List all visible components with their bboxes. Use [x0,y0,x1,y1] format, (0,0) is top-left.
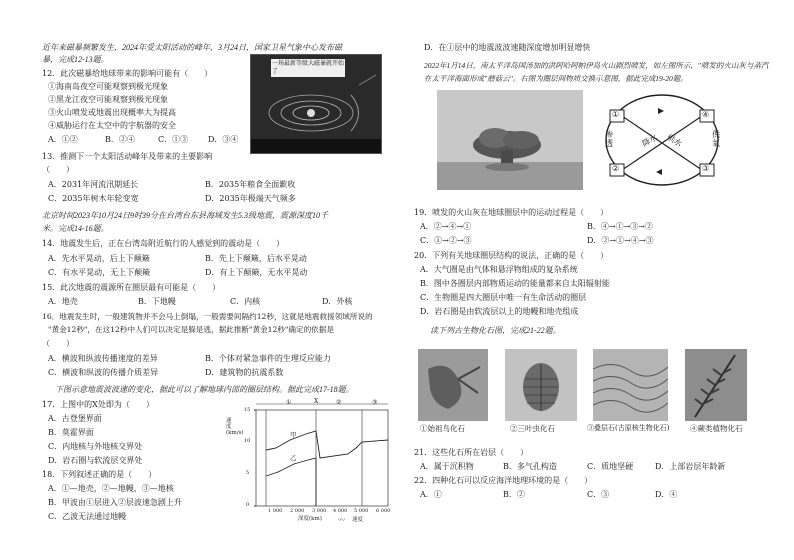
q19-option-a: A．②→④→① [420,222,472,231]
x-tick-3000: 3 000 [312,508,327,514]
question-12: 12．此次磁暴给地球带来的影响可能有（ ） [42,69,213,78]
x-tick-5000: 5 000 [354,508,369,514]
fern-fossil-photo [685,349,747,421]
question-15: 15．此次地震的震源所在圈层最有可能是（ ） [42,283,221,292]
y-tick-10: 10 [244,438,251,444]
q18-option-d-text: D．在①层中的地震波波速随深度增加明显增快 [424,43,591,52]
label-water-supply: 供水 [665,132,684,149]
node-1: ① [612,110,620,119]
intro-21-22: 读下列古生物化石图，完成21-22题。 [430,326,561,335]
q21-option-b: B．多气孔构造 [503,462,557,471]
node-3: ③ [702,164,710,173]
question-16: 16．地震发生时，一般建筑物并不会马上倒塌，一般需要间隔约12秒，这就是地震救援领域所说的 [42,312,373,321]
intro-17-18: 下图示意地震波波速的变化，据此可以了解地球内部的圈层结构。据此完成17-18题。 [55,385,354,394]
intro-12-13: 近年来磁暴频繁发生，2024年受太阳活动的峰年，3月24日，国家卫星气象中心发布磁 [42,43,342,52]
q21-option-c: C．质地坚硬 [587,462,634,471]
q17-option-c: C．内地核与外地核交界处 [48,442,143,451]
q14-option-a: A．先水平晃动，后上下颠簸 [48,254,150,263]
x-tick-2000: 2 000 [290,508,305,514]
q13-option-d: D．2035年极端天气频多 [205,194,296,203]
q12-item-1: ①海南岛夜空可能观察到极光现象 [48,82,168,91]
q13-option-c: C．2035年树木年轮变宽 [48,194,139,203]
question-17: 17．上图中的X处即为（ ） [42,400,154,409]
x-tick-4000: 4 000 [333,508,348,514]
q14-option-d: D．有上下颠簸，无水平晃动 [205,268,308,277]
wave-legend-label: 速度 [352,517,364,523]
question-22: 22．四种化石可以反应海洋地理环境的是（ ） [414,476,593,485]
label-oxygen-supply: 供氧 [712,130,720,148]
magnetic-storm-photo [250,54,382,154]
q19-option-c: C．①→②→③ [420,236,472,245]
zone-2-label: ② [336,399,342,406]
q16-option-c: C．横波和纵波的传播介质差异 [48,368,159,377]
intro-12-13-cont: 暴，完成12-13题。 [42,55,109,64]
stromatolite-fossil-photo [593,349,668,421]
intro-14-16: 北京时间2023年10月24日9时39分在台湾台东县海域发生5.3级地震，震源深度10千 [42,211,328,220]
question-16-cont: "黄金12秒"，在这12秒中人们可以决定是躲是逃，据此推断"黄金12秒"确定的依据是 [48,325,334,334]
trilobite-fossil-photo [505,349,577,421]
q17-option-b: B．莫霍界面 [48,428,94,437]
q20-option-d: D．岩石圈是由软流层以上的地幔和地壳组成 [420,307,579,316]
y-tick-0: 0 [246,502,250,508]
intro-19-20: 2022年1月14日，南太平洋岛国汤加的洪阿哈阿帕伊岛火山剧烈喷发，如左图所示，"喷发的火山灰与蒸汽 [424,61,769,70]
x-tick-1000: 1 000 [268,508,283,514]
archaeopteryx-fossil-photo [418,349,488,421]
q17-option-d: D．岩石圈与软流层交界处 [48,456,143,465]
wave-icon: 〰 [338,516,345,524]
q13-option-a: A．2031年河流汛期延长 [48,180,139,189]
q22-option-d: D．④ [655,490,678,499]
q20-option-a: A．大气圈是由气体和悬浮物组成的复杂系统 [420,265,578,274]
seismic-wave-chart [228,398,398,528]
q12-item-3: ③火山喷发或地震出现概率大为提高 [48,108,176,117]
zone-1-label: ① [286,399,292,406]
node-2: ② [612,164,620,173]
sphere-exchange-diagram [600,86,725,194]
q18-option-a: A．①—地壳，②—地幔，③—地核 [48,484,174,493]
archaeopteryx-fossil-image [418,349,488,421]
q14-option-b: B．先上下颠簸，后水平晃动 [205,254,307,263]
x-tick-6000: 6 000 [376,508,391,514]
question-20: 20．下列有关地球圈层结构的说法，正确的是（ ） [414,251,609,260]
label-precipitation: 降水 [640,132,659,149]
question-14: 14．地震发生后，正在台湾岛附近航行的人感觉到的震动是（ ） [42,239,285,248]
question-18: 18．下列叙述正确的是（ ） [42,470,157,479]
zone-x-label: X [314,398,319,405]
caption-trilobite: ②三叶虫化石 [510,424,555,433]
series-yi-label: 乙 [290,454,297,462]
q15-option-d: D．外核 [322,297,353,306]
q22-option-a: A．① [420,490,442,499]
y-tick-15: 15 [244,407,251,413]
q16-option-d: D．建筑物的抗震系数 [205,368,284,377]
trilobite-fossil-image [505,349,577,421]
q15-option-b: B．下地幔 [138,297,176,306]
caption-stromatolite: ③叠层石(古原核生物化石) [587,424,670,432]
node-4: ④ [702,110,710,119]
mushroom-cloud-illustration [437,90,583,190]
q12-item-4: ④威胁运行在太空中的宇航器的安全 [48,121,176,130]
q13-option-b: B．2035年粮食全面歉收 [205,180,296,189]
q19-option-d: D．②→①→④→③ [587,236,654,245]
q20-option-c: C．生物圈是四大圈层中唯一有生命活动的圈层 [420,293,587,302]
caption-fern: ④蕨类植物化石 [690,424,743,433]
q12-option-d: D．③④ [208,135,239,144]
intro-14-16-cont: 米。完成14-16题。 [42,224,109,233]
q20-option-b: B．图中各圈层内部物质运动的能量都来自太阳辐射能 [420,279,610,288]
q21-option-d: D．上部岩层年龄新 [655,462,726,471]
question-21: 21．这些化石所在岩层（ ） [414,448,529,457]
q12-option-c: C．①③ [158,135,189,144]
q22-option-b: B．② [503,490,525,499]
q21-option-a: A．属于沉积物 [420,462,474,471]
label-infiltration: 渗透 [605,130,613,148]
q22-option-c: C．③ [587,490,610,499]
volcano-eruption-photo [437,90,583,190]
photo-title: 一场最新等级大磁暴就开始了 [272,60,345,75]
q16-option-b: B．个体对紧急事件的生理反应能力 [205,354,331,363]
q12-option-b: B．②④ [105,135,135,144]
stromatolite-fossil-image [593,349,668,421]
q14-option-c: C．有水平晃动，无上下颠簸 [48,268,151,277]
chart-xlabel: 深度(km) [298,516,322,522]
q12-option-a: A．①② [48,135,78,144]
zone-3-label: ③ [372,399,378,406]
intro-19-20-cont: 在太平洋海面形成"蘑菇云"。右图为圈层间物质交换示意图，据此完成19-20题。 [424,74,688,83]
q19-option-b: B．④→①→③→② [587,222,653,231]
caption-archaeopteryx: ①始祖鸟化石 [420,424,465,433]
fern-fossil-image [685,349,747,421]
series-jia-label: 甲 [290,431,297,439]
q13-answer-blank: （ ） [42,165,74,174]
chart-ylabel: 速度(km/s) [226,418,244,436]
q15-option-a: A．地壳 [48,297,78,306]
q18-option-b: B．甲波由①层进入②层波速急剧上升 [48,498,182,507]
magnetosphere-illustration [251,55,381,153]
q16-option-a: A．横波和纵波传播速度的差异 [48,354,158,363]
exchange-svg [600,86,725,194]
q17-option-a: A．古登堡界面 [48,414,102,423]
question-19: 19．喷发的火山灰在地球圈层中的运动过程是（ ） [414,208,609,217]
q12-item-2: ②黑龙江夜空可能观察到极光现象 [48,95,168,104]
q18-option-c: C．乙波无法通过地幔 [48,512,127,521]
question-13: 13．推测下一个太阳活动峰年及带来的主要影响 [42,152,213,161]
y-tick-5: 5 [246,470,250,476]
q16-answer-blank: （ ） [42,339,74,348]
q15-option-c: C．内核 [230,297,261,306]
